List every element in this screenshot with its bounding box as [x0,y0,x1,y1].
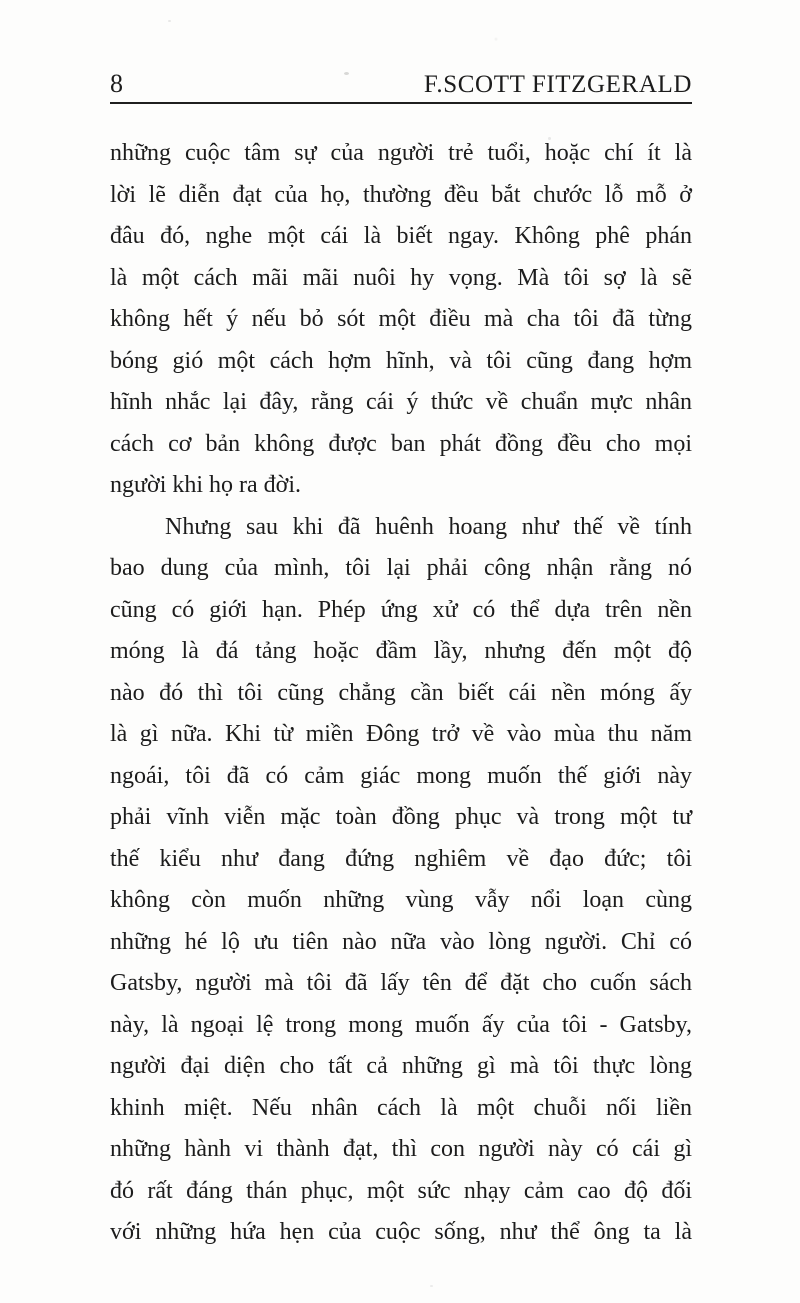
text-line: khinh miệt. Nếu nhân cách là một chuỗi nối liền [110,1094,692,1121]
page-header [110,70,692,104]
text-line: những hành vi thành đạt, thì con người này có cái gì [110,1136,692,1162]
text-line: cũng có giới hạn. Phép ứng xử có thể dựa trên nền [110,596,692,623]
text-line: người đại diện cho tất cả những gì mà tôi thực lòng [110,1053,692,1079]
text-line: bóng gió một cách hợm hĩnh, và tôi cũng đang hợm [110,347,692,374]
text-line: ngoái, tôi đã có cảm giác mong muốn thế giới này [110,762,692,789]
text-line: lời lẽ diễn đạt của họ, thường đều bắt chước lỗ mỗ ở [110,181,692,208]
text-line: là gì nữa. Khi từ miền Đông trở về vào mùa thu năm [110,721,692,747]
text-line: móng là đá tảng hoặc đầm lầy, nhưng đến một độ [110,638,692,664]
text-line: những cuộc tâm sự của người trẻ tuổi, hoặc chí ít là [110,140,692,166]
text-line: hĩnh nhắc lại đây, rằng cái ý thức về chuẩn mực nhân [110,389,692,415]
text-line: Gatsby, người mà tôi đã lấy tên để đặt cho cuốn sách [110,970,692,996]
page-body [110,133,692,1254]
text-line: không còn muốn những vùng vẫy nổi loạn cùng [110,887,692,913]
page-number: 8 [110,69,124,98]
scan-speck [430,1285,433,1287]
text-line: không hết ý nếu bỏ sót một điều mà cha tôi đã từng [110,306,692,332]
running-header-author: F.SCOTT FITZGERALD [423,71,692,98]
text-line: người khi họ ra đời. [110,472,302,498]
text-line: bao dung của mình, tôi lại phải công nhận rằng nó [110,555,692,581]
text-line: nào đó thì tôi cũng chẳng cần biết cái nền móng ấy [110,679,692,706]
text-line: này, là ngoại lệ trong mong muốn ấy của tôi - Gatsby, [110,1011,692,1038]
text-line: là một cách mãi mãi nuôi hy vọng. Mà tôi sợ là sẽ [110,264,692,291]
text-line: cách cơ bản không được ban phát đồng đều cho mọi [110,430,692,457]
text-line: những hé lộ ưu tiên nào nữa vào lòng người. Chỉ có [110,928,692,955]
text-line: với những hứa hẹn của cuộc sống, như thể ông ta là [110,1219,692,1245]
text-line: đâu đó, nghe một cái là biết ngay. Không phê phán [110,223,692,249]
text-line: đó rất đáng thán phục, một sức nhạy cảm cao độ đối [110,1177,692,1204]
scan-speck [168,20,171,22]
text-line: thế kiểu như đang đứng nghiêm về đạo đức; tôi [110,845,692,872]
text-line: phải vĩnh viễn mặc toàn đồng phục và trong một tư [110,804,692,830]
text-line: Nhưng sau khi đã huênh hoang như thế về tính [165,513,692,540]
